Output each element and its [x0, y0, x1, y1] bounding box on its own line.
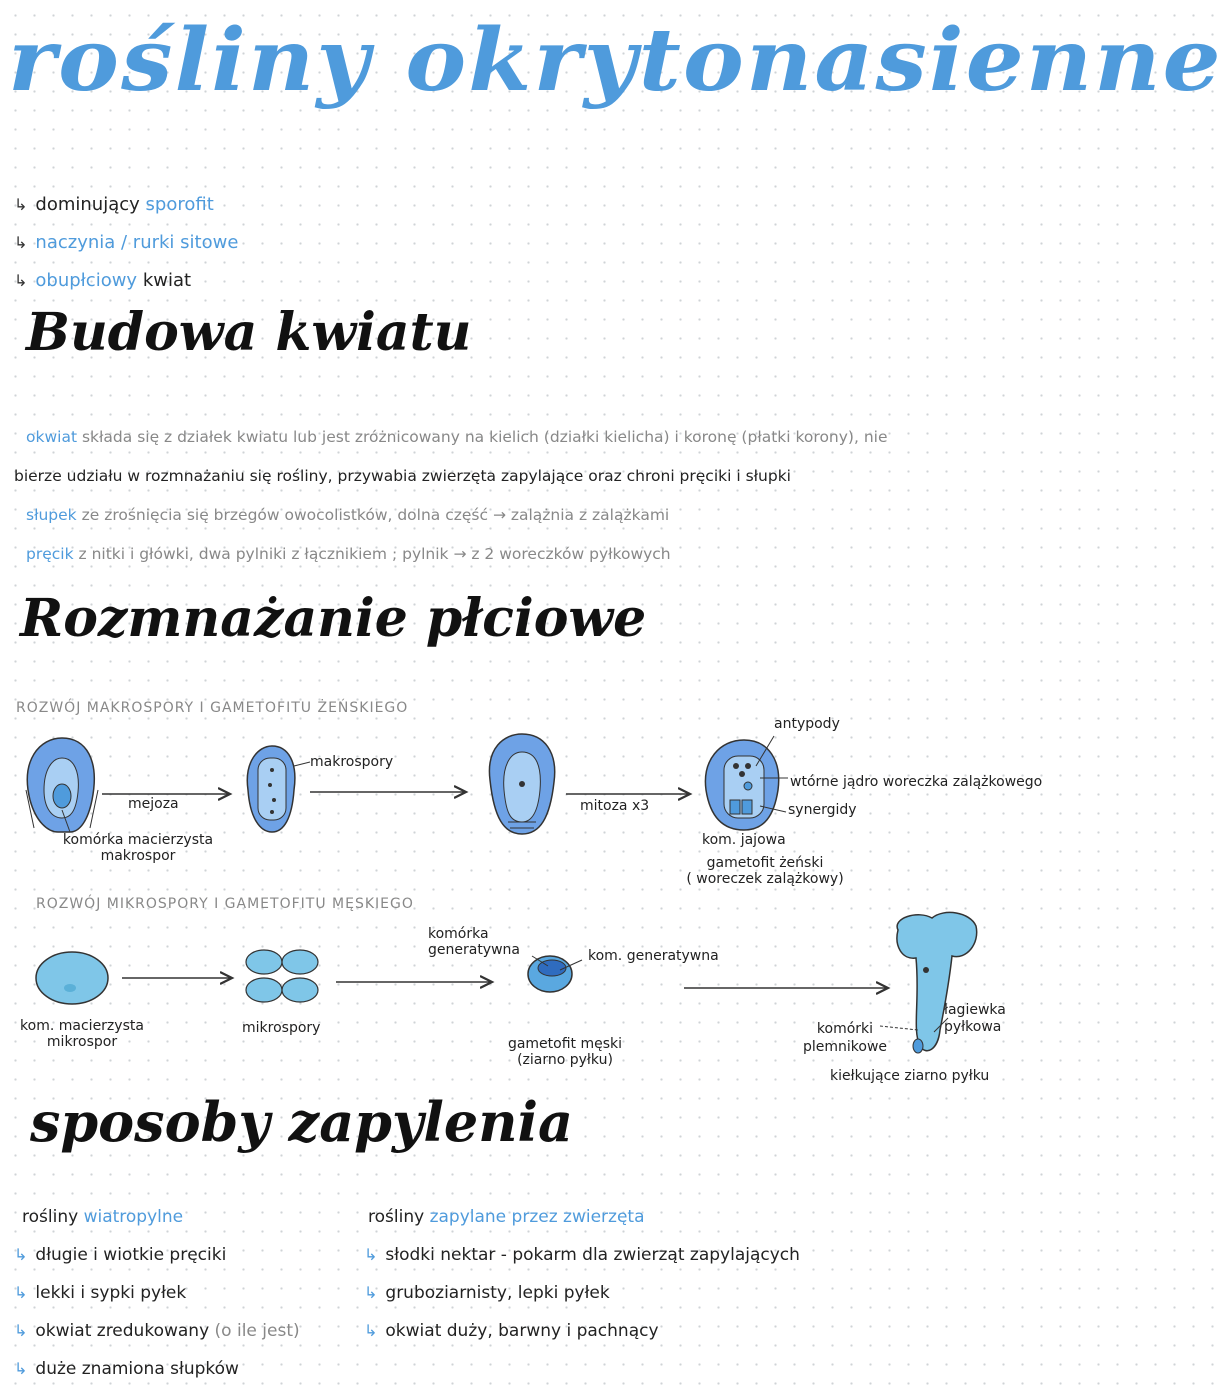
ovule-embryo-sac-drawing	[705, 740, 778, 830]
microspores-drawing	[246, 950, 318, 1002]
wind-pollinated-list	[14, 1198, 300, 1388]
animal-pollinated-heading: rośliny zapylane przez zwierzęta	[368, 1207, 645, 1227]
arrow-icon: ↳	[14, 1359, 28, 1378]
microspores-label: mikrospory	[242, 1020, 321, 1036]
synergids-label: synergidy	[788, 802, 857, 818]
arrow-icon: ↳	[14, 233, 28, 252]
arrow-icon: ↳	[364, 1245, 378, 1264]
pollen-grain-drawing	[528, 956, 572, 992]
list-item: ↳ okwiat duży, barwny i pachnący	[364, 1321, 659, 1341]
macrospore-mother-cell-label: komórka macierzysta makrospor	[62, 832, 214, 864]
ovule-mitosis-drawing	[489, 734, 554, 834]
meiosis-label: mejoza	[128, 796, 179, 812]
female-gametophyte-label: gametofit żeński ( woreczek zalążkowy)	[686, 855, 844, 887]
macrospores-label: makrospory	[310, 754, 394, 770]
ovule-macrospores-drawing	[247, 746, 295, 832]
antipodes-label: antypody	[774, 716, 840, 732]
microspore-mother-cell-label: kom. macierzysta mikrospor	[20, 1018, 144, 1050]
list-item: ↳ słodki nektar - pokarm dla zwierząt zapylających	[364, 1245, 800, 1265]
section-heading-sexual-reproduction: Rozmnażanie płciowe	[20, 588, 647, 649]
list-item: ↳ okwiat zredukowany (o ile jest)	[14, 1321, 300, 1341]
sperm-cells-label: komórki plemnikowe	[802, 1021, 888, 1055]
arrow-icon: ↳	[364, 1321, 378, 1340]
list-item: ↳ długie i wiotkie pręciki	[14, 1245, 227, 1265]
mitosis-label: mitoza x3	[580, 798, 650, 814]
wind-pollinated-heading: rośliny wiatropylne	[22, 1207, 184, 1227]
animal-pollinated-list	[364, 1198, 800, 1350]
generative-cell-label: kom. generatywna	[588, 948, 719, 964]
flower-text-line: bierze udziału w rozmnażaniu się rośliny, przywabia zwierzęta zapylające oraz chroni pręciki i słupki	[14, 467, 791, 485]
pollen-tube-label: łagiewka pyłkowa	[944, 1002, 1006, 1035]
flower-text-line: pręcik z nitki i główki, dwa pylniki z łącznikiem ; pylnik → z 2 woreczków pyłkowych	[26, 545, 671, 563]
list-item: ↳ duże znamiona słupków	[14, 1359, 239, 1379]
female-development-header: ROZWÓJ MAKROSPORY I GAMETOFITU ŻEŃSKIEGO	[16, 700, 409, 716]
flower-text-line: okwiat składa się z działek kwiatu lub jest zróżnicowany na kielich (działki kielicha) i koronę (płatki korony), nie	[26, 428, 888, 446]
list-item: ↳ gruboziarnisty, lepki pyłek	[364, 1283, 610, 1303]
list-item: ↳ lekki i sypki pyłek	[14, 1283, 187, 1303]
section-heading-flower-structure: Budowa kwiatu	[26, 302, 472, 363]
male-development-header: ROZWÓJ MIKROSPORY I GAMETOFITU MĘSKIEGO	[36, 896, 414, 912]
intro-item: ↳ obupłciowy kwiat	[14, 270, 192, 291]
germinating-pollen-label: kiełkujące ziarno pyłku	[830, 1068, 990, 1084]
vegetative-cell-label: komórka generatywna	[428, 926, 520, 958]
section-heading-pollination: sposoby zapylenia	[30, 1090, 573, 1154]
ovule-mother-cell-drawing	[26, 738, 98, 832]
arrow-icon: ↳	[14, 271, 28, 290]
arrow-icon: ↳	[14, 195, 28, 214]
arrow-icon: ↳	[364, 1283, 378, 1302]
microspore-mother-cell-drawing	[36, 952, 108, 1004]
egg-cell-label: kom. jajowa	[702, 832, 786, 848]
male-gametophyte-label: gametofit męski (ziarno pyłku)	[507, 1036, 623, 1068]
intro-item: ↳ naczynia / rurki sitowe	[14, 232, 239, 253]
secondary-nucleus-label: wtórne jądro woreczka zalążkowego	[790, 774, 1043, 790]
arrow-icon: ↳	[14, 1283, 28, 1302]
arrow-icon: ↳	[14, 1245, 28, 1264]
page-title: rośliny okrytonasienne	[8, 10, 1223, 111]
flower-text-line: słupek ze zrośnięcia się brzegów owocolistków, dolna część → zalążnia z zalążkami	[26, 506, 670, 524]
arrow-icon: ↳	[14, 1321, 28, 1340]
intro-item: ↳ dominujący sporofit	[14, 194, 214, 215]
